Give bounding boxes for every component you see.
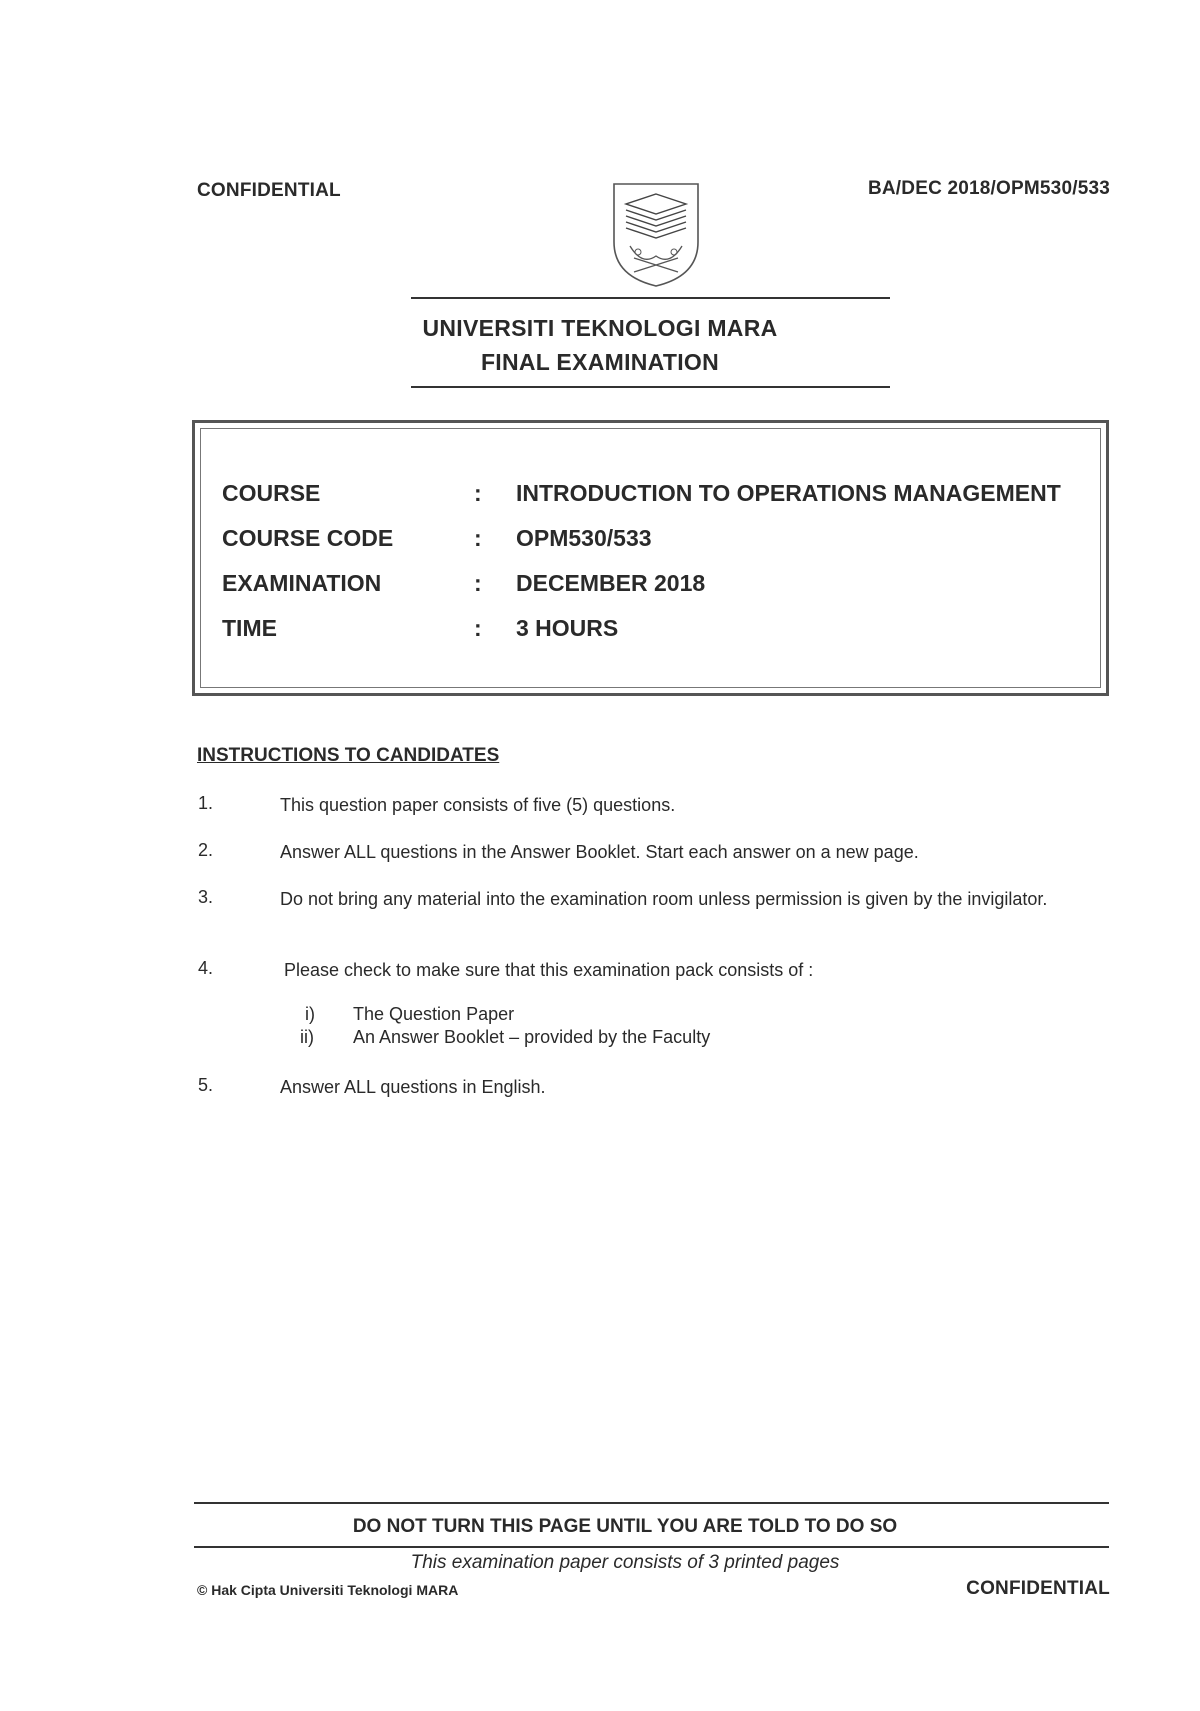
time-label: TIME xyxy=(222,615,277,641)
course-label: COURSE xyxy=(222,480,321,506)
examination-label: EXAMINATION xyxy=(222,570,382,596)
course-colon: : xyxy=(474,480,482,506)
instruction-text-4: Please check to make sure that this examination pack consists of : xyxy=(284,960,814,980)
header-confidential: CONFIDENTIAL xyxy=(197,180,341,201)
instruction-number-5: 5. xyxy=(198,1075,214,1095)
course-details-box xyxy=(192,420,1109,696)
footer-confidential: CONFIDENTIAL xyxy=(966,1578,1110,1599)
course-code-label: COURSE CODE xyxy=(222,525,394,551)
instruction-number-2: 2. xyxy=(198,840,214,860)
course-value: INTRODUCTION TO OPERATIONS MANAGEMENT xyxy=(516,480,1061,506)
instruction-text-3: Do not bring any material into the examination room unless permission is given by the invigilator. xyxy=(280,889,1048,909)
instruction-number-1: 1. xyxy=(198,793,214,813)
instruction-number-3: 3. xyxy=(198,887,214,907)
header-reference-code: BA/DEC 2018/OPM530/533 xyxy=(867,178,1110,199)
time-value: 3 HOURS xyxy=(516,615,619,641)
examination-value: DECEMBER 2018 xyxy=(516,570,706,596)
instruction-number-4: 4. xyxy=(198,958,214,978)
sub-item-number-2: ii) xyxy=(300,1027,314,1047)
university-name: UNIVERSITI TEKNOLOGI MARA xyxy=(422,315,778,341)
title-rule-top xyxy=(411,297,890,299)
course-code-value: OPM530/533 xyxy=(516,525,652,551)
sub-item-text-2: An Answer Booklet – provided by the Faculty xyxy=(353,1027,711,1047)
exam-title: FINAL EXAMINATION xyxy=(480,349,720,375)
footer-warning: DO NOT TURN THIS PAGE UNTIL YOU ARE TOLD TO DO SO xyxy=(352,1516,898,1537)
instruction-text-2: Answer ALL questions in the Answer Booklet. Start each answer on a new page. xyxy=(280,842,919,862)
title-rule-bottom xyxy=(411,386,890,388)
footer-copyright: © Hak Cipta Universiti Teknologi MARA xyxy=(197,1582,459,1598)
instruction-text-5: Answer ALL questions in English. xyxy=(280,1077,546,1097)
time-colon: : xyxy=(474,615,482,641)
footer-rule-bottom xyxy=(194,1546,1109,1548)
footer-pages-note: This examination paper consists of 3 printed pages xyxy=(410,1552,840,1573)
footer-rule-top xyxy=(194,1502,1109,1504)
instructions-heading: INSTRUCTIONS TO CANDIDATES xyxy=(197,745,500,766)
course-code-colon: : xyxy=(474,525,482,551)
examination-colon: : xyxy=(474,570,482,596)
university-crest-icon xyxy=(608,180,704,290)
sub-item-number-1: i) xyxy=(305,1004,315,1024)
sub-item-text-1: The Question Paper xyxy=(353,1004,515,1024)
instruction-text-1: This question paper consists of five (5) questions. xyxy=(280,795,676,815)
